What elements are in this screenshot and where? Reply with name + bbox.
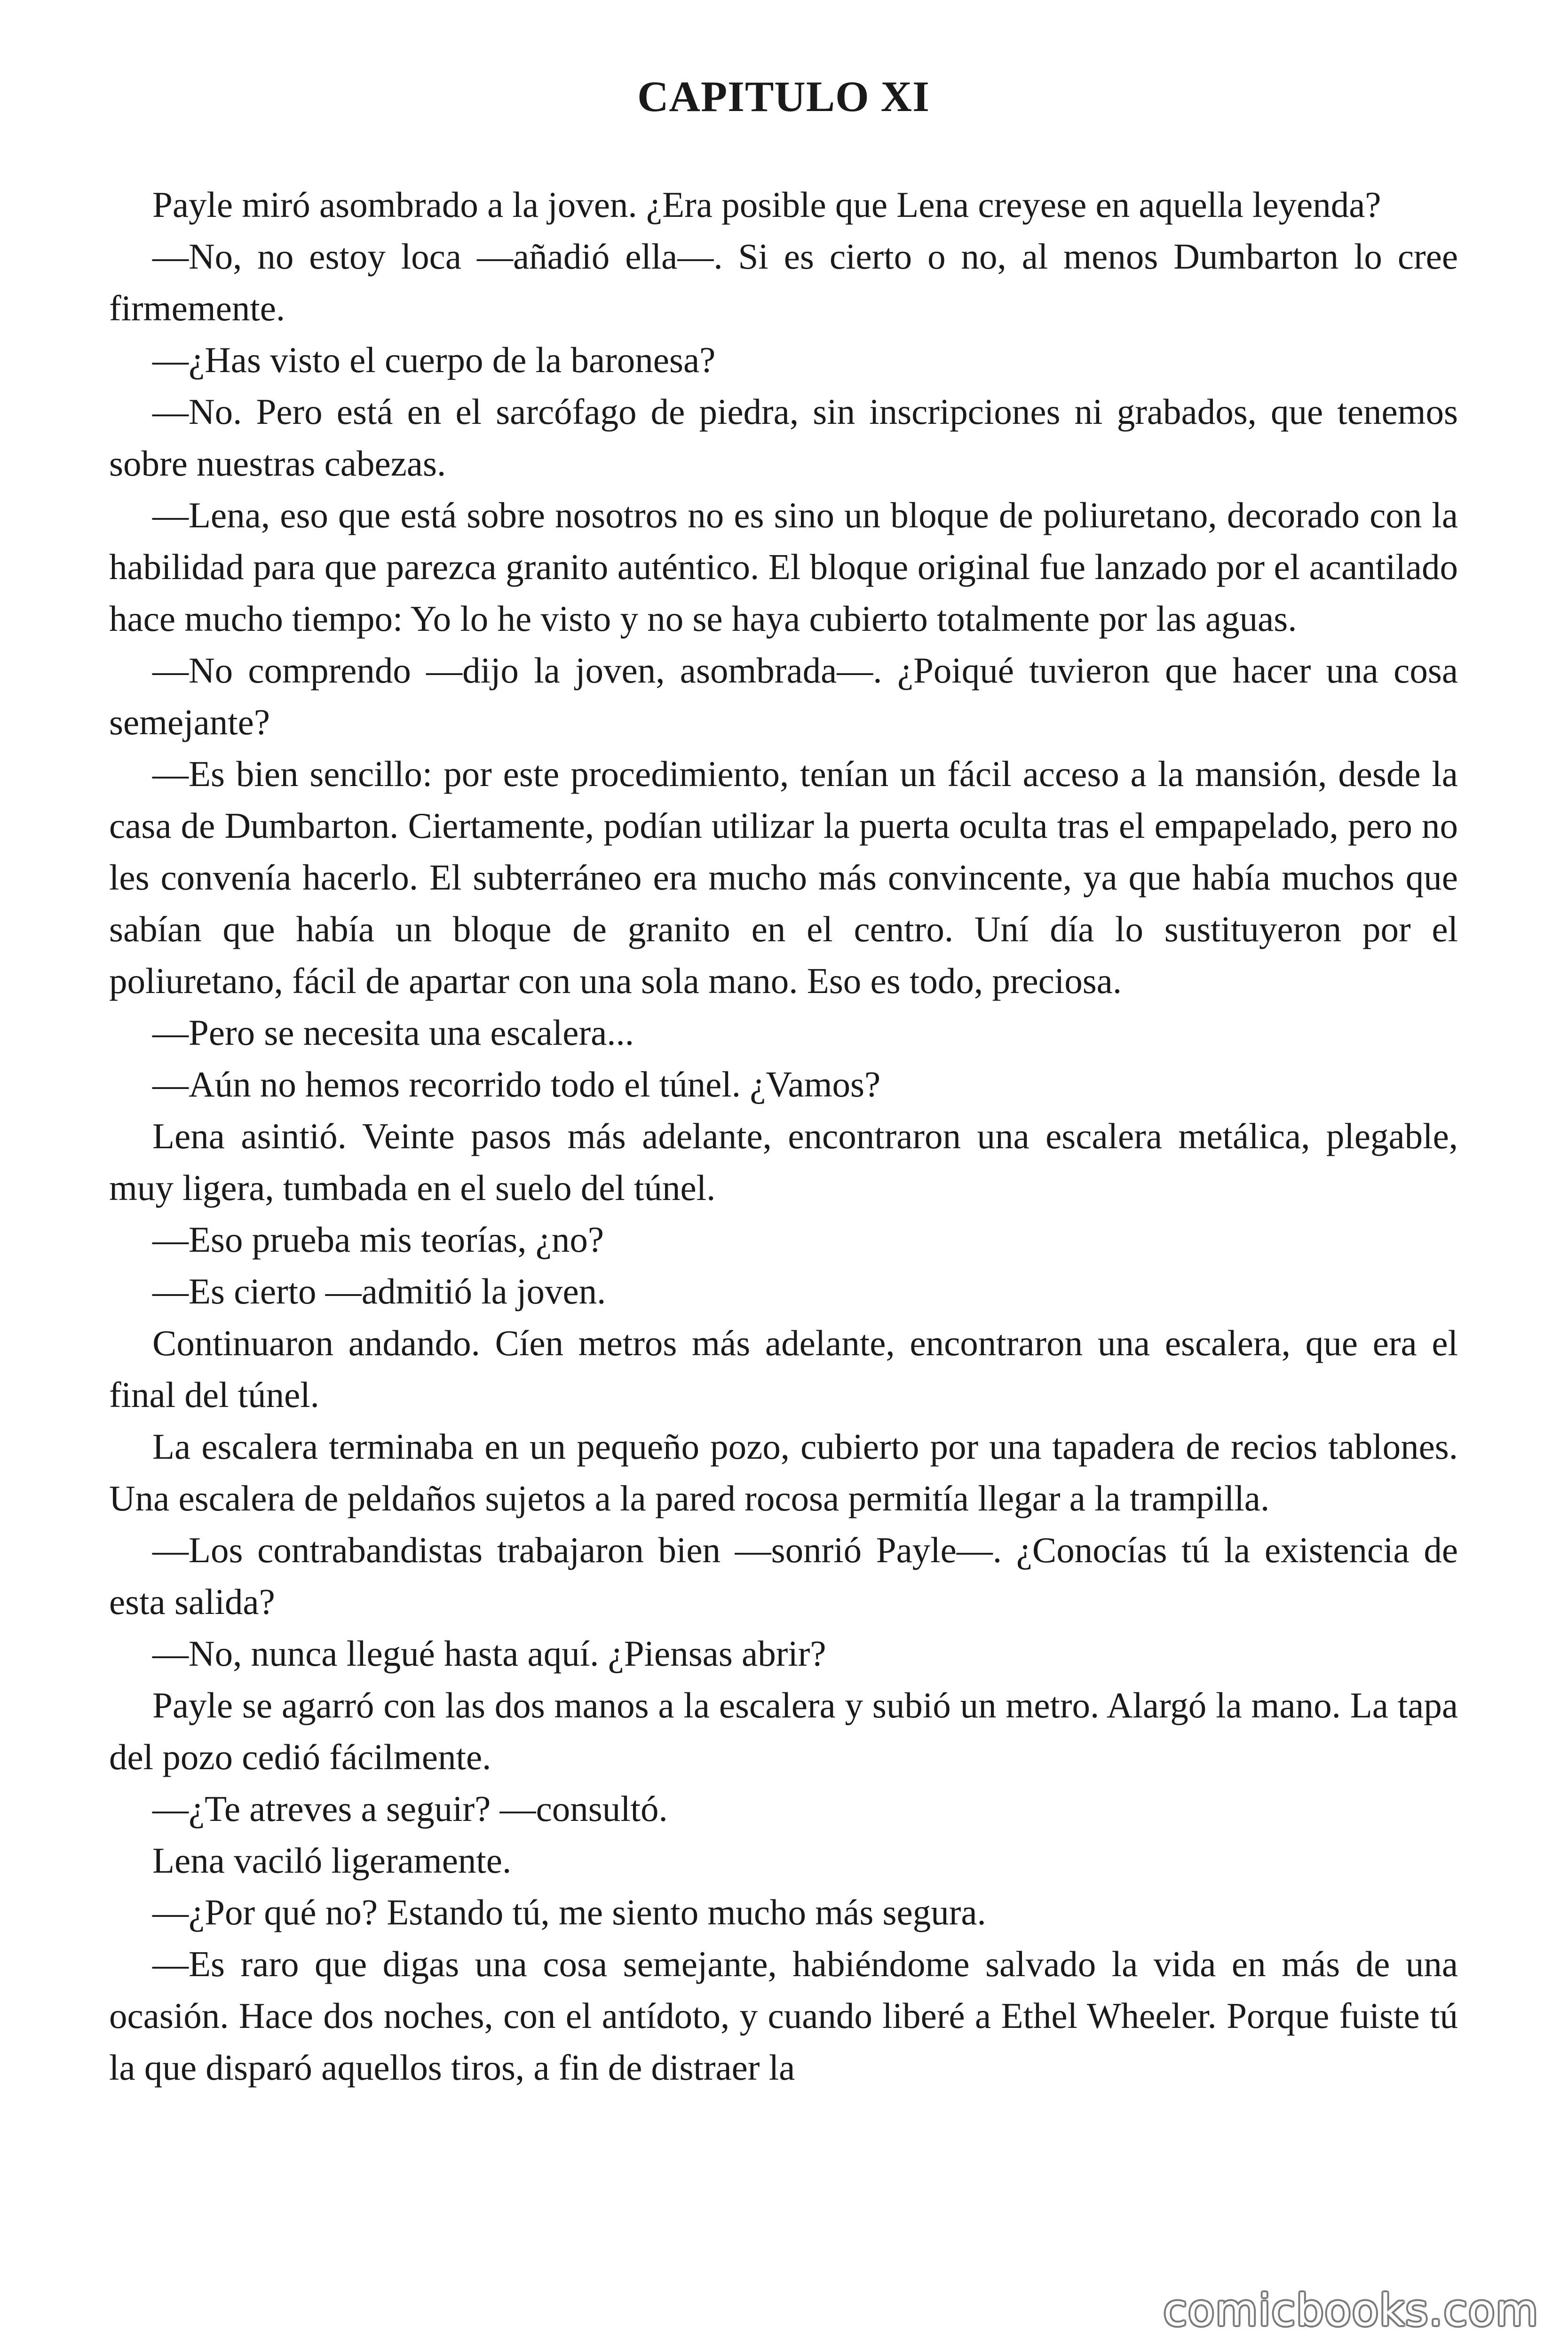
paragraph-16: —No, nunca llegué hasta aquí. ¿Piensas abrir? (152, 1633, 826, 1674)
paragraph-12: —Es cierto —admitió la joven. (152, 1271, 606, 1311)
paragraph-6: —No comprendo —dijo la joven, asombrada—. ¿Poiqué tuvieron que hacer una cosa semejante? (109, 650, 1458, 742)
paragraph-10: Lena asintió. Veinte pasos más adelante, encontraron una escalera metálica, plegable, muy ligera, tumbada en el suelo del túnel. (109, 1116, 1458, 1208)
chapter-body (109, 179, 1458, 2093)
paragraph-19: Lena vaciló ligeramente. (152, 1840, 512, 1881)
paragraph-15: —Los contrabandistas trabajaron bien —sonrió Payle—. ¿Conocías tú la existencia de esta salida? (109, 1530, 1458, 1622)
paragraph-13: Continuaron andando. Cíen metros más adelante, encontraron una escalera, que era el final del túnel. (109, 1323, 1458, 1415)
book-page (109, 0, 1458, 2352)
paragraph-2: —No, no estoy loca —añadió ella—. Si es cierto o no, al menos Dumbarton lo cree firmemente. (109, 236, 1458, 328)
paragraph-5: —Lena, eso que está sobre nosotros no es sino un bloque de poliuretano, decorado con la habilidad para que parezca granito auténtico. El bloque original fue lanzado por el acantilado hace mucho tiempo: Yo lo he visto y no se haya cubierto totalmente por las aguas. (109, 495, 1458, 639)
paragraph-9: —Aún no hemos recorrido todo el túnel. ¿Vamos? (152, 1064, 881, 1104)
paragraph-11: —Eso prueba mis teorías, ¿no? (152, 1219, 604, 1260)
paragraph-7: —Es bien sencillo: por este procedimiento, tenían un fácil acceso a la mansión, desde la casa de Dumbarton. Ciertamente, podían utilizar la puerta oculta tras el empapelado, pero no les convenía hacerlo. El subterráneo era mucho más convincente, ya que había muchos que sabían que había un bloque de granito en el centro. Uní día lo sustituyeron por el poliuretano, fácil de apartar con una sola mano. Eso es todo, preciosa. (109, 754, 1458, 1001)
watermark-logo: comicbooks.com (1158, 2287, 1544, 2334)
paragraph-20: —¿Por qué no? Estando tú, me siento mucho más segura. (152, 1892, 986, 1932)
paragraph-18: —¿Te atreves a seguir? —consultó. (152, 1788, 668, 1829)
paragraph-4: —No. Pero está en el sarcófago de piedra, sin inscripciones ni grabados, que tenemos sobre nuestras cabezas. (109, 391, 1458, 484)
paragraph-14: La escalera terminaba en un pequeño pozo, cubierto por una tapadera de recios tablones. Una escalera de peldaños sujetos a la pared rocosa permitía llegar a la trampilla. (109, 1426, 1458, 1518)
chapter-title: CAPITULO XI (637, 72, 930, 120)
paragraph-3: —¿Has visto el cuerpo de la baronesa? (152, 340, 716, 380)
paragraph-21: —Es raro que digas una cosa semejante, habiéndome salvado la vida en más de una ocasión. Hace dos noches, con el antídoto, y cuando liberé a Ethel Wheeler. Porque fuiste tú la que disparó aquellos tiros, a fin de distraer la (109, 1944, 1458, 2088)
paragraph-17: Payle se agarró con las dos manos a la escalera y subió un metro. Alargó la mano. La tapa del pozo cedió fácilmente. (109, 1685, 1458, 1777)
paragraph-8: —Pero se necesita una escalera... (152, 1012, 634, 1053)
paragraph-1: Payle miró asombrado a la joven. ¿Era posible que Lena creyese en aquella leyenda? (152, 184, 1381, 225)
